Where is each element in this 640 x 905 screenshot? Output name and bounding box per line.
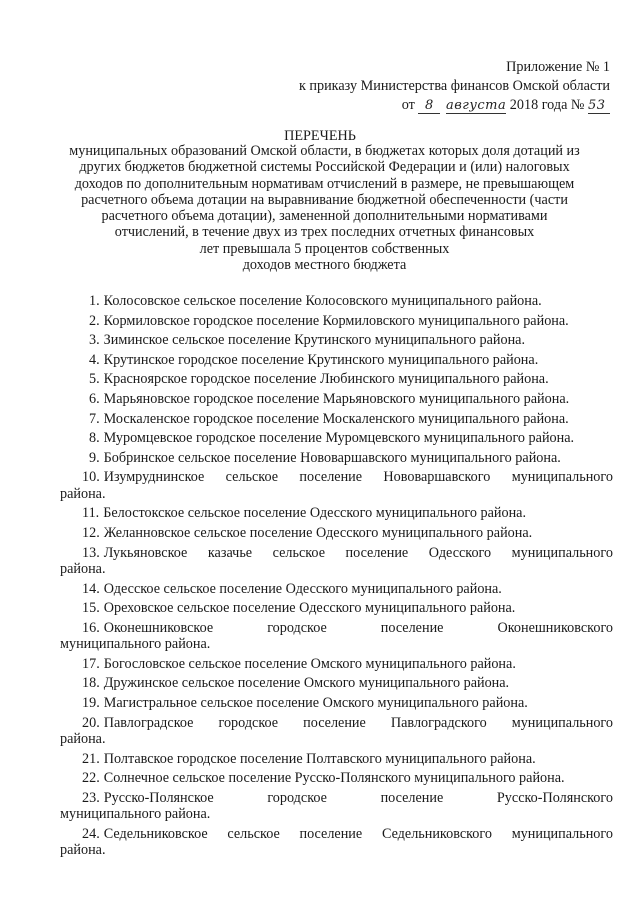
list-item-number: 18.: [82, 675, 100, 692]
handwritten-day: 8: [418, 99, 440, 114]
list-item-line: [60, 715, 613, 731]
list-item-word: муниципального: [511, 469, 613, 486]
document-title: ПЕРЕЧЕНЬ: [284, 128, 356, 144]
list-item-word: Русско-Полянского: [496, 789, 613, 806]
list-item-number: 4.: [89, 351, 100, 368]
list-item-line: [60, 411, 613, 427]
list-item-number: 6.: [89, 390, 100, 407]
handwritten-month: августа: [445, 98, 507, 113]
subtitle-line: других бюджетов бюджетной системы Российской Федерации и (или) налоговых: [79, 159, 570, 176]
appendix-number: Приложение № 1: [506, 59, 610, 75]
list-item-text: Муромцевское городское поселение Муромцевского муниципального района.: [103, 430, 575, 447]
list-item-text: Дружинское сельское поселение Омского муниципального района.: [103, 675, 510, 692]
subtitle-line: доходов местного бюджета: [242, 257, 407, 274]
list-item: [60, 826, 613, 859]
list-item: [60, 313, 613, 329]
list-item-number: 9.: [89, 449, 100, 466]
list-item-word: Лукьяновское: [103, 544, 188, 561]
list-item-word: поселение: [299, 469, 363, 486]
list-item-text: Желанновское сельское поселение Одесского муниципального района.: [103, 524, 533, 541]
subtitle-line: расчетного объема дотации), замененной дополнительными нормативами: [101, 208, 548, 225]
subtitle-line: расчетного объема дотации на выравнивание бюджетной обеспеченности (части: [81, 191, 568, 208]
list-item-number: 12.: [82, 524, 100, 541]
list-item-word: поселение: [299, 825, 363, 842]
list-item-text: Бобринское сельское поселение Нововаршавского муниципального района.: [103, 449, 561, 466]
list-item-word: муниципального: [511, 825, 613, 842]
list-item-line: [60, 313, 613, 329]
list-item: [60, 751, 613, 767]
list-item-line: [60, 450, 613, 466]
list-item-line: [60, 430, 613, 446]
list-item-line: [60, 525, 613, 541]
list-item-line: [60, 656, 613, 672]
list-item-line: [60, 695, 613, 711]
list-item-line: [60, 826, 613, 842]
list-item-text: Колосовское сельское поселение Колосовского муниципального района.: [103, 293, 542, 309]
list-item: [60, 430, 613, 446]
list-item-number: 10.: [82, 469, 100, 486]
list-item-line: муниципального района.: [60, 636, 211, 653]
list-item: [60, 790, 613, 823]
list-item-text: Марьяновское городское поселение Марьяновского муниципального района.: [103, 390, 570, 407]
list-item-text: Солнечное сельское поселение Русско-Полянского муниципального района.: [103, 770, 565, 787]
list-item-lead: [82, 826, 208, 842]
list-item-number: 5.: [89, 371, 100, 388]
list-item-text: Крутинское городское поселение Крутинского муниципального района.: [103, 351, 539, 368]
list-item-word: поселение: [303, 714, 366, 731]
list-item-word: Оконешниковского: [497, 619, 613, 636]
list-item: [60, 293, 613, 309]
list-item-number: 3.: [89, 332, 100, 349]
list-item-word: муниципального: [511, 714, 613, 731]
list-item: [60, 450, 613, 466]
list-item-word: Павлоградского: [390, 714, 487, 731]
year-text: 2018 года №: [509, 97, 585, 113]
list-item-line: [60, 620, 613, 636]
list-item-number: 24.: [82, 825, 100, 842]
list-item-number: 23.: [82, 789, 100, 806]
list-item-line: [60, 751, 613, 767]
list-item-number: 17.: [82, 655, 100, 672]
list-item: [60, 469, 613, 502]
list-item-word: поселение: [380, 619, 444, 636]
list-item-number: 7.: [89, 410, 100, 427]
subtitle-line: муниципальных образований Омской области, в бюджетах которых доля дотаций из: [69, 143, 580, 159]
list-item-text: Белостокское сельское поселение Одесского муниципального района.: [103, 505, 527, 522]
list-item-word: городское: [267, 789, 327, 806]
list-item: [60, 371, 613, 387]
list-item-word: городское: [267, 619, 327, 636]
list-item-number: 13.: [82, 544, 100, 561]
municipalities-list: [60, 293, 613, 862]
list-item: [60, 545, 613, 578]
list-item-number: 8.: [89, 430, 100, 447]
list-item-word: сельское: [227, 825, 280, 842]
list-item-word: сельское: [272, 544, 325, 561]
list-item-line: [60, 391, 613, 407]
list-item: [60, 505, 613, 521]
list-item-line: [60, 505, 613, 521]
list-item-lead: [82, 715, 193, 731]
list-item-number: 2.: [89, 312, 100, 329]
list-item-word: сельское: [225, 469, 279, 486]
list-item-line: [60, 545, 613, 561]
list-item-word: городское: [218, 714, 279, 731]
list-item-line: [60, 581, 613, 597]
list-item-lead: [82, 620, 213, 636]
list-item: [60, 620, 613, 653]
list-item-word: поселение: [380, 789, 444, 806]
list-item: [60, 770, 613, 786]
list-item-line: [60, 600, 613, 616]
list-item-text: Богословское сельское поселение Омского муниципального района.: [103, 655, 516, 672]
list-item-number: 20.: [82, 714, 100, 731]
list-item-word: Изумруднинское: [103, 469, 205, 486]
list-item-line: [60, 469, 613, 485]
list-item-text: Кормиловское городское поселение Кормиловского муниципального района.: [103, 312, 569, 329]
list-item: [60, 600, 613, 616]
list-item-line: [60, 770, 613, 786]
list-item-number: 11.: [82, 505, 100, 522]
list-item-line: [60, 332, 613, 348]
list-item-word: поселение: [345, 544, 409, 561]
list-item-number: 22.: [82, 770, 100, 787]
list-item-word: Русско-Полянское: [103, 789, 214, 806]
list-item-word: муниципального: [511, 544, 613, 561]
list-item-line: [60, 293, 613, 309]
list-item: [60, 715, 613, 748]
list-item: [60, 695, 613, 711]
list-item-text: Краснoярское городское поселение Любинского муниципального района.: [103, 371, 549, 388]
list-item-number: 15.: [82, 600, 100, 617]
list-item-word: Оконешниковское: [103, 619, 214, 636]
from-label: от: [401, 97, 415, 113]
list-item-text: Зиминское сельское поселение Крутинского муниципального района.: [103, 332, 526, 349]
list-item: [60, 675, 613, 691]
list-item-number: 14.: [82, 580, 100, 597]
list-item-word: Павлоградское: [103, 714, 194, 731]
list-item-lead: [82, 469, 204, 485]
list-item-word: Одесского: [428, 544, 492, 561]
list-item-line: района.: [60, 560, 106, 577]
list-item-line: района.: [60, 485, 106, 502]
document-subtitle: [52, 143, 597, 273]
order-reference: к приказу Министерства финансов Омской области: [298, 78, 610, 94]
list-item-text: Одесское сельское поселение Одесского муниципального района.: [103, 580, 502, 597]
list-item-text: Ореховское сельское поселение Одесского муниципального района.: [103, 600, 516, 617]
list-item-word: Седельниковского: [381, 825, 492, 842]
list-item-text: Полтавское городское поселение Полтавского муниципального района.: [103, 750, 536, 767]
list-item: [60, 656, 613, 672]
list-item-word: казачье: [207, 544, 253, 561]
list-item: [60, 332, 613, 348]
subtitle-line: лет превышала 5 процентов собственных: [199, 240, 450, 257]
list-item-lead: [82, 545, 187, 561]
list-item: [60, 411, 613, 427]
list-item-line: [60, 790, 613, 806]
list-item-line: [60, 352, 613, 368]
order-date-line: [402, 96, 610, 115]
list-item-word: Нововаршавского: [383, 469, 491, 486]
list-item-number: 16.: [82, 619, 100, 636]
list-item-line: [60, 675, 613, 691]
list-item: [60, 352, 613, 368]
list-item-line: муниципального района.: [60, 806, 211, 823]
list-item: [60, 581, 613, 597]
list-item-lead: [82, 790, 214, 806]
list-item-number: 19.: [82, 694, 100, 711]
subtitle-line: отчислений, в течение двух из трех последних отчетных финансовых: [114, 224, 535, 241]
handwritten-order-number: 53: [588, 99, 610, 114]
list-item-line: района.: [60, 730, 106, 747]
list-item-text: Магистральное сельское поселение Омского муниципального района.: [103, 694, 528, 711]
list-item-word: Седельниковское: [103, 825, 208, 842]
list-item-number: 21.: [82, 750, 100, 767]
list-item-number: 1.: [89, 293, 100, 309]
list-item: [60, 525, 613, 541]
subtitle-line: доходов по дополнительным нормативам отчислений в размере, не превышающем: [74, 175, 575, 192]
list-item: [60, 391, 613, 407]
list-item-line: [60, 371, 613, 387]
list-item-line: района.: [60, 842, 106, 859]
list-item-text: Москаленское городское поселение Москаленского муниципального района.: [103, 410, 569, 427]
